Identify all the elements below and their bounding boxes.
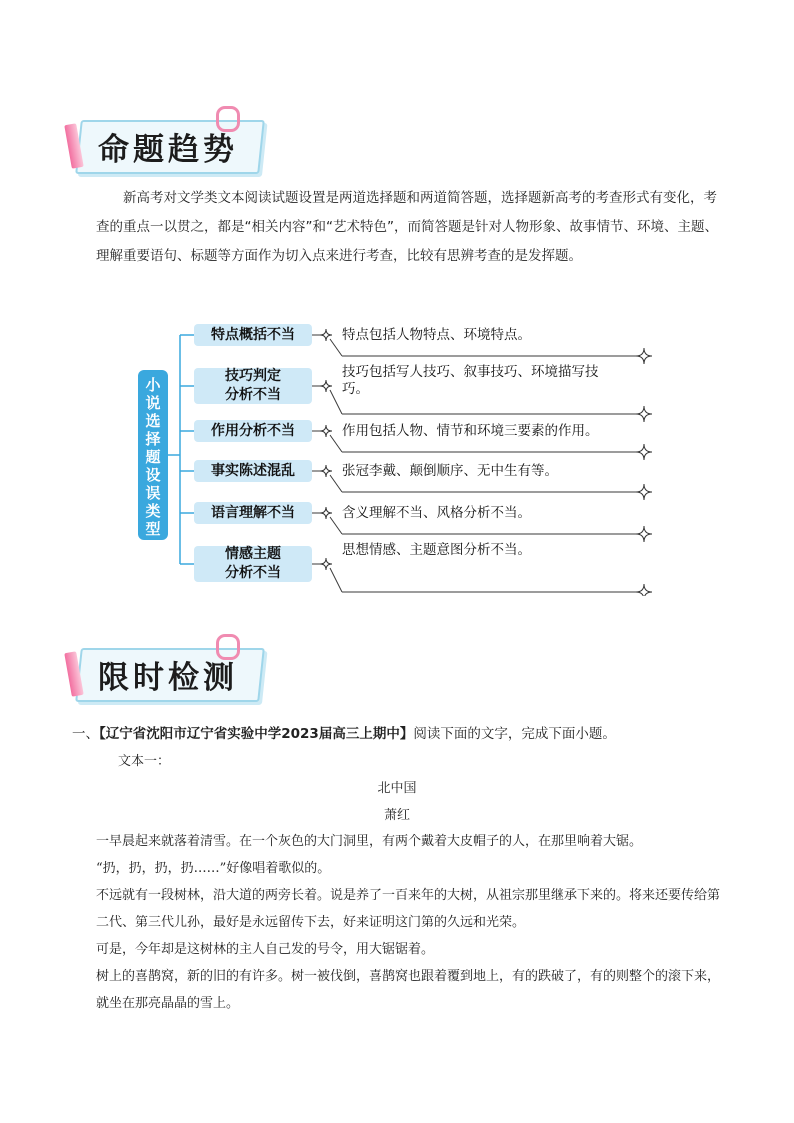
mind-map (138, 318, 658, 596)
root-char: 择 (145, 430, 161, 448)
passage-title: 北中国 (377, 781, 417, 796)
desc-connector (330, 475, 342, 492)
mind-map-node (194, 324, 312, 346)
root-char: 说 (145, 394, 161, 412)
mind-map-node (194, 368, 312, 404)
mind-map-node (194, 502, 312, 524)
passage-paragraph: “扔，扔，扔，扔……”好像唱着歌似的。 (96, 861, 331, 876)
node-label: 事实陈述混乱 (211, 462, 295, 479)
mind-map-description: 含义理解不当、风格分析不当。 (342, 505, 531, 521)
root-char: 误 (145, 484, 161, 502)
star-icon (636, 348, 652, 364)
root-char: 型 (145, 520, 161, 538)
intro-paragraph: 新高考对文学类文本阅读试题设置是两道选择题和两道简答题，选择题新高考的考查形式有变化，考查的重点一以贯之，都是“相关内容”和“艺术特色”，而简答题是针对人物形象、故事情节、环境、主题、理解重要语句、标题等方面作为切入点来进行考查，比较有思辨考查的是发挥题。 (96, 190, 718, 264)
question-number: 一、 (72, 726, 99, 742)
node-label: 语言理解不当 (211, 504, 295, 521)
question-instruction: 阅读下面的文字，完成下面小题。 (413, 726, 616, 742)
section-banner-trend (72, 112, 262, 174)
passage-paragraph: 不远就有一段树林，沿大道的两旁长着。说是养了一百来年的大树，从祖宗那里继承下来的。将来还要传给第二代、第三代儿孙，最好是永远留传下去，好来证明这门第的久远和光荣。 (96, 888, 721, 930)
desc-connector (330, 339, 342, 356)
node-label: 分析不当 (225, 387, 281, 403)
question-heading (72, 722, 616, 742)
passage-label: 文本一： (118, 754, 171, 769)
mind-map-description: 张冠李戴、颠倒顺序、无中生有等。 (342, 463, 558, 479)
section-banner-test (72, 640, 262, 702)
mind-map-node (194, 420, 312, 442)
mind-map-description: 作用包括人物、情节和环境三要素的作用。 (342, 423, 599, 439)
mind-map-node (194, 546, 312, 582)
mind-map-description: 思想情感、主题意图分析不当。 (342, 542, 531, 558)
desc-connector (330, 517, 342, 534)
star-icon (636, 406, 652, 422)
passage-author: 萧红 (383, 808, 410, 823)
section-title: 限时检测 (98, 660, 238, 696)
desc-connector (330, 435, 342, 452)
root-char: 设 (145, 466, 161, 484)
question-source: 【辽宁省沈阳市辽宁省实验中学2023届高三上期中】 (99, 726, 414, 742)
star-icon (636, 444, 652, 460)
node-label: 分析不当 (225, 565, 281, 581)
node-label: 技巧判定 (225, 368, 281, 384)
root-char: 选 (145, 412, 161, 430)
desc-connector (330, 568, 342, 592)
mind-map-description: 技巧包括写人技巧、叙事技巧、环境描写技巧。 (342, 364, 599, 397)
node-label: 特点概括不当 (211, 326, 295, 343)
node-label: 作用分析不当 (211, 422, 295, 439)
desc-connector (330, 390, 342, 414)
star-icon (636, 526, 652, 542)
section-title: 命题趋势 (98, 132, 238, 168)
star-icon (636, 484, 652, 500)
node-label: 情感主题 (225, 546, 281, 562)
root-char: 题 (145, 448, 161, 466)
mind-map-description: 特点包括人物特点、环境特点。 (342, 327, 531, 343)
passage-paragraph: 可是，今年却是这树林的主人自己发的号令，用大锯锯着。 (96, 942, 435, 957)
mind-map-root (138, 370, 168, 540)
star-icon (636, 584, 652, 596)
mind-map-node (194, 460, 312, 482)
root-char: 类 (145, 502, 161, 520)
passage-paragraph: 一早晨起来就落着清雪。在一个灰色的大门洞里，有两个戴着大皮帽子的人，在那里响着大锯。 (96, 834, 643, 849)
root-char: 小 (145, 376, 161, 394)
passage-paragraph: 树上的喜鹊窝，新的旧的有许多。树一被伐倒，喜鹊窝也跟着覆到地上，有的跌破了，有的则整个的滚下来，就坐在那亮晶晶的雪上。 (96, 969, 721, 1011)
